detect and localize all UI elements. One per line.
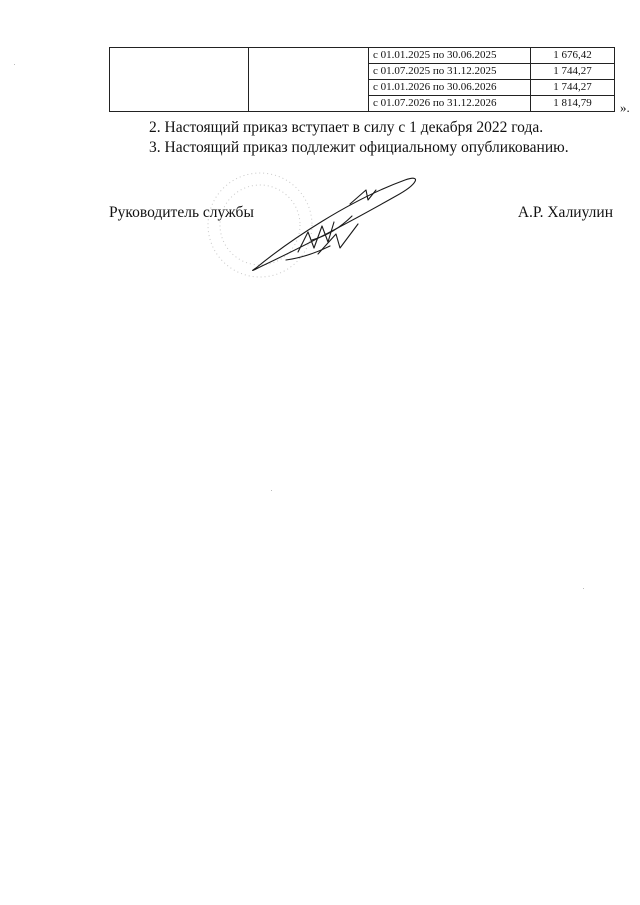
clause-publication: 3. Настоящий приказ подлежит официальному опубликованию. [149,139,569,156]
tariff-value-cell: 1 744,27 [531,64,615,80]
table-row [110,48,615,64]
tariff-table [109,47,615,112]
scan-speck [583,588,584,589]
faded-stamp-icon [208,173,312,277]
period-cell: с 01.07.2026 по 31.12.2026 [369,96,531,112]
tariff-value-cell: 1 676,42 [531,48,615,64]
scan-speck [14,64,15,65]
period-cell: с 01.01.2026 по 30.06.2026 [369,80,531,96]
period-cell: с 01.01.2025 по 30.06.2025 [369,48,531,64]
closing-quote: ». [620,100,630,115]
signer-name: А.Р. Халиулин [517,204,613,221]
signer-position: Руководитель службы [109,204,254,221]
clause-effective-date: 2. Настоящий приказ вступает в силу с 1 декабря 2022 года. [149,119,544,136]
tariff-value-cell: 1 814,79 [531,96,615,112]
period-cell: с 01.07.2025 по 31.12.2025 [369,64,531,80]
merged-blank-cell-2 [249,48,369,112]
handwritten-signature-icon [200,160,430,310]
tariff-value-cell: 1 744,27 [531,80,615,96]
merged-blank-cell-1 [110,48,249,112]
scan-speck [271,490,272,491]
